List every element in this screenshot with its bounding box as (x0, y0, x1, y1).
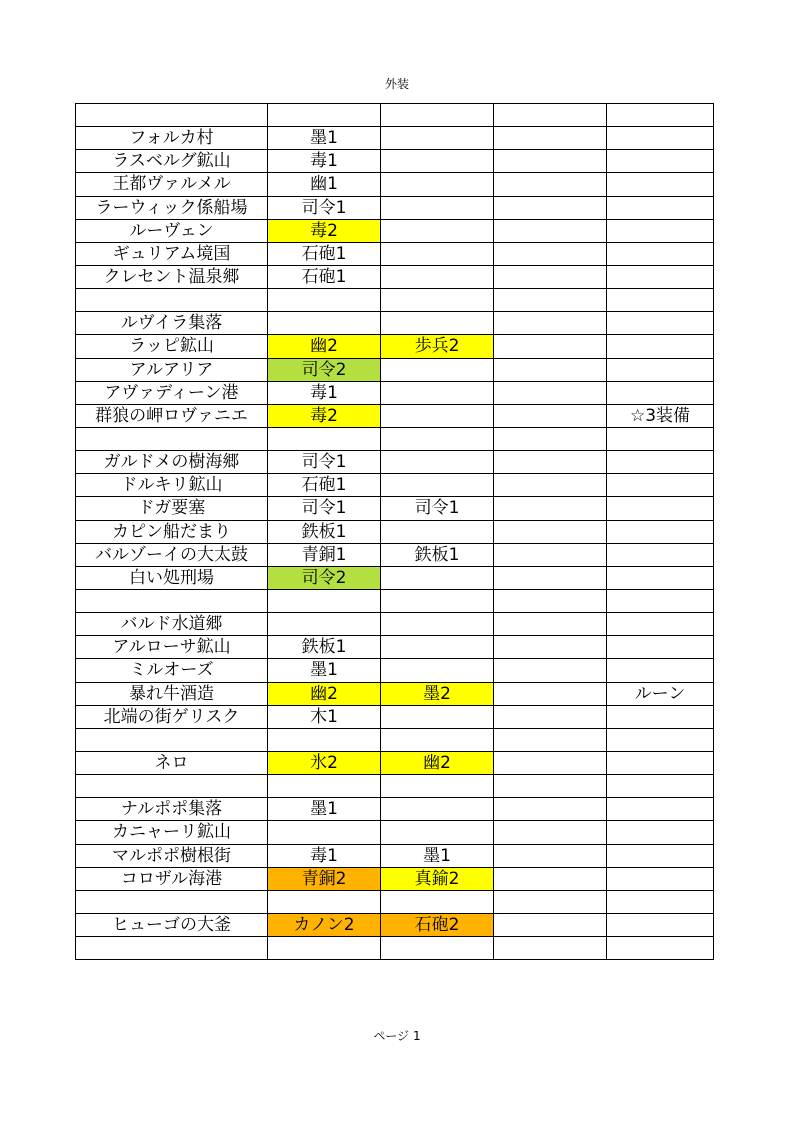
cell-item-1: 毒2 (268, 219, 381, 242)
cell-note (607, 451, 714, 474)
cell-location: カピン船だまり (76, 520, 268, 543)
cell-item-3 (494, 821, 607, 844)
cell-item-3 (494, 867, 607, 890)
cell-location (76, 427, 268, 450)
cell-location: カニャーリ鉱山 (76, 821, 268, 844)
table-row (76, 358, 714, 381)
cell-item-2 (381, 589, 494, 612)
table-row (76, 404, 714, 427)
cell-location: ラーウィック係船場 (76, 196, 268, 219)
cell-item-1: 青銅1 (268, 543, 381, 566)
cell-note (607, 312, 714, 335)
table-row (76, 821, 714, 844)
cell-item-2 (381, 219, 494, 242)
cell-item-3 (494, 659, 607, 682)
cell-item-3 (494, 775, 607, 798)
table-row (76, 682, 714, 705)
cell-item-2 (381, 289, 494, 312)
cell-item-2 (381, 404, 494, 427)
cell-item-1: 墨1 (268, 798, 381, 821)
cell-item-1: 毒1 (268, 150, 381, 173)
cell-item-1: 司令2 (268, 358, 381, 381)
cell-location: 暴れ牛酒造 (76, 682, 268, 705)
cell-item-3 (494, 890, 607, 913)
table-row (76, 913, 714, 936)
cell-location: ルヴイラ集落 (76, 312, 268, 335)
table-row (76, 381, 714, 404)
cell-note (607, 497, 714, 520)
page-footer: ページ 1 (373, 1029, 421, 1043)
cell-item-3 (494, 497, 607, 520)
cell-note (607, 798, 714, 821)
cell-item-1: 鉄板1 (268, 520, 381, 543)
cell-item-1: カノン2 (268, 913, 381, 936)
cell-item-2: 司令1 (381, 497, 494, 520)
cell-item-3 (494, 312, 607, 335)
cell-item-2: 石砲2 (381, 913, 494, 936)
cell-location: 群狼の岬ロヴァニエ (76, 404, 268, 427)
cell-location (76, 728, 268, 751)
table-row (76, 844, 714, 867)
cell-location (76, 937, 268, 960)
cell-location (76, 589, 268, 612)
cell-item-2 (381, 104, 494, 127)
cell-item-3 (494, 474, 607, 497)
table-row (76, 659, 714, 682)
cell-item-1 (268, 312, 381, 335)
cell-item-3 (494, 196, 607, 219)
table-row (76, 427, 714, 450)
cell-note (607, 775, 714, 798)
cell-item-3 (494, 104, 607, 127)
cell-note (607, 104, 714, 127)
cell-item-2 (381, 358, 494, 381)
cell-item-3 (494, 798, 607, 821)
cell-item-3 (494, 265, 607, 288)
table-body (76, 104, 714, 960)
cell-item-2 (381, 705, 494, 728)
cell-location: 北端の街ゲリスク (76, 705, 268, 728)
spreadsheet-table (75, 103, 714, 960)
cell-item-2 (381, 636, 494, 659)
table-row (76, 775, 714, 798)
cell-item-1: 墨1 (268, 659, 381, 682)
cell-item-3 (494, 127, 607, 150)
cell-item-2: 真鍮2 (381, 867, 494, 890)
cell-item-2 (381, 127, 494, 150)
cell-item-2 (381, 821, 494, 844)
cell-note (607, 358, 714, 381)
cell-note (607, 844, 714, 867)
cell-note (607, 867, 714, 890)
table-row (76, 890, 714, 913)
cell-item-3 (494, 219, 607, 242)
cell-item-1: 木1 (268, 705, 381, 728)
cell-note (607, 381, 714, 404)
cell-note (607, 289, 714, 312)
cell-location: アヴァディーン港 (76, 381, 268, 404)
cell-item-3 (494, 613, 607, 636)
table-row (76, 636, 714, 659)
table-row (76, 104, 714, 127)
cell-item-2 (381, 775, 494, 798)
cell-item-3 (494, 844, 607, 867)
table-row (76, 242, 714, 265)
cell-note (607, 474, 714, 497)
cell-item-3 (494, 566, 607, 589)
cell-note (607, 265, 714, 288)
cell-location: クレセント温泉郷 (76, 265, 268, 288)
table-row (76, 613, 714, 636)
cell-item-1: 青銅2 (268, 867, 381, 890)
cell-item-3 (494, 751, 607, 774)
cell-item-1 (268, 775, 381, 798)
cell-location: ガルドメの樹海郷 (76, 451, 268, 474)
cell-note (607, 937, 714, 960)
cell-item-2 (381, 173, 494, 196)
cell-note (607, 150, 714, 173)
table-row (76, 867, 714, 890)
table-row (76, 705, 714, 728)
cell-item-3 (494, 682, 607, 705)
cell-location: ミルオーズ (76, 659, 268, 682)
cell-item-1 (268, 613, 381, 636)
cell-item-1: 毒2 (268, 404, 381, 427)
cell-item-2 (381, 728, 494, 751)
cell-note: ルーン (607, 682, 714, 705)
cell-item-1: 石砲1 (268, 265, 381, 288)
table-row (76, 196, 714, 219)
cell-item-1 (268, 728, 381, 751)
cell-item-1: 石砲1 (268, 242, 381, 265)
table-row (76, 289, 714, 312)
cell-item-1: 幽2 (268, 335, 381, 358)
cell-item-2 (381, 242, 494, 265)
cell-item-2 (381, 474, 494, 497)
cell-location: フォルカ村 (76, 127, 268, 150)
cell-item-2: 幽2 (381, 751, 494, 774)
cell-note (607, 705, 714, 728)
table-row (76, 451, 714, 474)
cell-location: ドルキリ鉱山 (76, 474, 268, 497)
cell-item-3 (494, 728, 607, 751)
cell-note (607, 821, 714, 844)
cell-note (607, 335, 714, 358)
cell-item-2: 歩兵2 (381, 335, 494, 358)
cell-item-1: 石砲1 (268, 474, 381, 497)
cell-note (607, 566, 714, 589)
cell-item-3 (494, 242, 607, 265)
table-row (76, 150, 714, 173)
page-header: 外装 (384, 77, 409, 91)
cell-item-1: 毒1 (268, 381, 381, 404)
cell-item-1 (268, 289, 381, 312)
cell-note (607, 427, 714, 450)
cell-item-1 (268, 821, 381, 844)
cell-item-2: 墨2 (381, 682, 494, 705)
cell-item-3 (494, 289, 607, 312)
cell-location: コロザル海港 (76, 867, 268, 890)
cell-note (607, 242, 714, 265)
cell-location: ヒューゴの大釜 (76, 913, 268, 936)
cell-item-1: 司令1 (268, 196, 381, 219)
cell-item-1 (268, 937, 381, 960)
cell-item-2 (381, 196, 494, 219)
table-row (76, 798, 714, 821)
cell-item-2 (381, 451, 494, 474)
cell-item-1: 鉄板1 (268, 636, 381, 659)
cell-item-2 (381, 520, 494, 543)
cell-item-1: 司令1 (268, 497, 381, 520)
cell-item-1 (268, 890, 381, 913)
table-row (76, 566, 714, 589)
cell-note (607, 589, 714, 612)
cell-item-3 (494, 520, 607, 543)
cell-location (76, 289, 268, 312)
cell-item-1: 墨1 (268, 127, 381, 150)
cell-item-3 (494, 705, 607, 728)
cell-location: アルローサ鉱山 (76, 636, 268, 659)
cell-location: バルゾーイの大太鼓 (76, 543, 268, 566)
cell-item-2: 鉄板1 (381, 543, 494, 566)
cell-item-1: 幽1 (268, 173, 381, 196)
cell-item-2 (381, 890, 494, 913)
cell-location (76, 104, 268, 127)
table-row (76, 937, 714, 960)
cell-item-3 (494, 173, 607, 196)
cell-location: マルポポ樹根街 (76, 844, 268, 867)
cell-note (607, 751, 714, 774)
cell-item-2: 墨1 (381, 844, 494, 867)
table-row (76, 265, 714, 288)
cell-note: ☆3装備 (607, 404, 714, 427)
table-row (76, 312, 714, 335)
cell-location: 王都ヴァルメル (76, 173, 268, 196)
cell-location: アルアリア (76, 358, 268, 381)
cell-location: ドガ要塞 (76, 497, 268, 520)
cell-item-3 (494, 937, 607, 960)
cell-note (607, 173, 714, 196)
table-row (76, 474, 714, 497)
cell-item-3 (494, 451, 607, 474)
cell-item-3 (494, 150, 607, 173)
cell-item-3 (494, 913, 607, 936)
table-row (76, 335, 714, 358)
table-row (76, 127, 714, 150)
cell-item-2 (381, 150, 494, 173)
cell-location: 白い処刑場 (76, 566, 268, 589)
cell-item-2 (381, 613, 494, 636)
cell-item-3 (494, 427, 607, 450)
cell-location (76, 775, 268, 798)
cell-location (76, 890, 268, 913)
cell-item-3 (494, 404, 607, 427)
cell-item-3 (494, 335, 607, 358)
table-row (76, 589, 714, 612)
cell-item-1 (268, 104, 381, 127)
cell-item-2 (381, 798, 494, 821)
cell-note (607, 728, 714, 751)
cell-item-1 (268, 427, 381, 450)
cell-item-2 (381, 427, 494, 450)
cell-item-3 (494, 358, 607, 381)
cell-location: ギュリアム境国 (76, 242, 268, 265)
cell-item-2 (381, 566, 494, 589)
cell-location: ナルポポ集落 (76, 798, 268, 821)
cell-note (607, 636, 714, 659)
cell-item-3 (494, 543, 607, 566)
cell-location: ラスベルグ鉱山 (76, 150, 268, 173)
cell-item-2 (381, 937, 494, 960)
cell-note (607, 127, 714, 150)
table-row (76, 543, 714, 566)
cell-item-1 (268, 589, 381, 612)
cell-item-2 (381, 312, 494, 335)
cell-item-2 (381, 659, 494, 682)
table-row (76, 497, 714, 520)
table-row (76, 728, 714, 751)
cell-note (607, 659, 714, 682)
cell-location: バルド水道郷 (76, 613, 268, 636)
cell-note (607, 613, 714, 636)
table-row (76, 219, 714, 242)
cell-note (607, 219, 714, 242)
cell-item-1: 司令1 (268, 451, 381, 474)
cell-item-1: 氷2 (268, 751, 381, 774)
cell-note (607, 196, 714, 219)
cell-note (607, 520, 714, 543)
cell-item-2 (381, 265, 494, 288)
table-row (76, 751, 714, 774)
cell-item-3 (494, 636, 607, 659)
cell-note (607, 890, 714, 913)
cell-note (607, 913, 714, 936)
table-row (76, 173, 714, 196)
cell-location: ラッピ鉱山 (76, 335, 268, 358)
cell-note (607, 543, 714, 566)
table-row (76, 520, 714, 543)
cell-item-1: 毒1 (268, 844, 381, 867)
cell-location: ネロ (76, 751, 268, 774)
cell-item-1: 幽2 (268, 682, 381, 705)
cell-item-1: 司令2 (268, 566, 381, 589)
cell-location: ルーヴェン (76, 219, 268, 242)
cell-item-3 (494, 589, 607, 612)
cell-item-3 (494, 381, 607, 404)
cell-item-2 (381, 381, 494, 404)
